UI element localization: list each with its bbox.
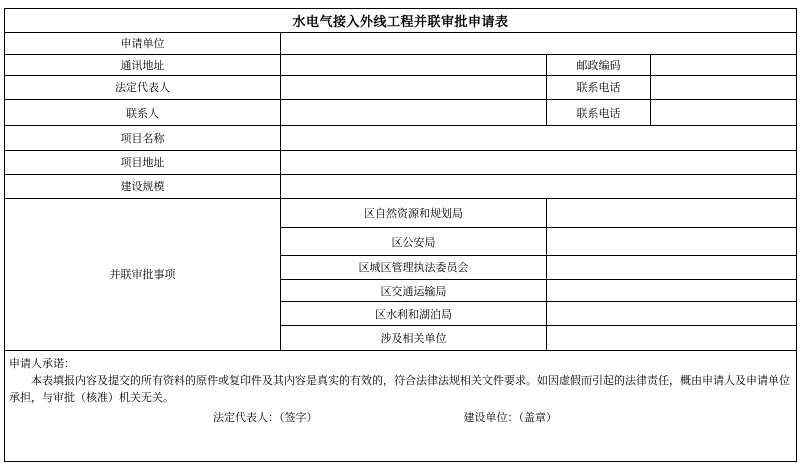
agency-opinion-field[interactable] <box>547 302 797 326</box>
project-address-label: 项目地址 <box>5 150 281 174</box>
applicant-unit-label: 申请单位 <box>5 33 281 54</box>
agency-name: 涉及相关单位 <box>281 326 547 350</box>
contact-phone-label-2: 联系电话 <box>547 100 651 126</box>
address-field[interactable] <box>281 54 547 75</box>
construction-scale-field[interactable] <box>281 174 797 198</box>
legal-rep-field[interactable] <box>281 75 547 99</box>
unit-seal[interactable]: 建设单位：（盖章） <box>463 410 557 424</box>
agency-opinion-field[interactable] <box>547 255 797 279</box>
commitment-body: 本表填报内容及提交的所有资料的原件或复印件及其内容是真实的有效的，符合法律法规相关文件要求。如因虚假而引起的法律责任，概由申请人及申请单位承担，与审批（核准）机关无关。 <box>9 373 790 404</box>
project-address-field[interactable] <box>281 150 797 174</box>
agency-name: 区公安局 <box>281 228 547 255</box>
commitment-heading: 申请人承诺： <box>9 356 75 370</box>
form-title: 水电气接入外线工程并联审批申请表 <box>5 9 797 33</box>
agency-name: 区水利和湖泊局 <box>281 302 547 326</box>
applicant-unit-field[interactable] <box>281 33 797 54</box>
contact-person-field[interactable] <box>281 100 547 126</box>
approval-application-form <box>4 8 797 462</box>
project-name-label: 项目名称 <box>5 126 281 150</box>
legal-rep-signature[interactable]: 法定代表人：（签字） <box>213 410 318 424</box>
joint-review-label: 并联审批事项 <box>5 199 281 351</box>
agency-opinion-field[interactable] <box>547 279 797 301</box>
contact-person-label: 联系人 <box>5 100 281 126</box>
agency-name: 区交通运输局 <box>281 279 547 301</box>
contact-phone-field-1[interactable] <box>651 75 797 99</box>
contact-phone-field-2[interactable] <box>651 100 797 126</box>
agency-opinion-field[interactable] <box>547 199 797 228</box>
construction-scale-label: 建设规模 <box>5 174 281 198</box>
postal-code-field[interactable] <box>651 54 797 75</box>
agency-opinion-field[interactable] <box>547 326 797 350</box>
agency-name: 区城区管理执法委员会 <box>281 255 547 279</box>
project-name-field[interactable] <box>281 126 797 150</box>
contact-phone-label-1: 联系电话 <box>547 75 651 99</box>
agency-opinion-field[interactable] <box>547 228 797 255</box>
commitment-section <box>5 350 797 461</box>
postal-code-label: 邮政编码 <box>547 54 651 75</box>
signature-row <box>9 409 792 426</box>
agency-name: 区自然资源和规划局 <box>281 199 547 228</box>
legal-rep-label: 法定代表人 <box>5 75 281 99</box>
address-label: 通讯地址 <box>5 54 281 75</box>
